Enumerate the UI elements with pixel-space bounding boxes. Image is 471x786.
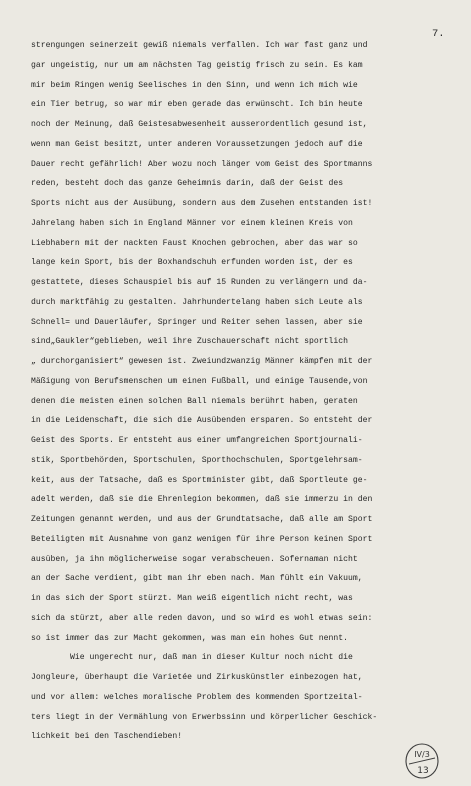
text-line: Mäßigung von Berufsmenschen um einen Fußball, und einige Tausende,von	[31, 376, 368, 386]
text-line: Sports nicht aus der Ausübung, sondern aus dem Zusehen entstanden ist!	[31, 199, 373, 208]
text-line: Dauer recht gefährlich! Aber wozu noch länger vom Geist des Sportmanns	[31, 159, 373, 169]
text-line: gar ungeistig, nur um am nächsten Tag geistig frisch zu sein. Es kam	[31, 60, 363, 70]
text-line: adelt werden, daß sie die Ehrenlegion bekommen, daß sie immerzu in den	[31, 495, 373, 505]
text-line: Wie ungerecht nur, daß man in dieser Kultur noch nicht die	[31, 653, 353, 663]
text-line: reden, besteht doch das ganze Geheimnis darin, daß der Geist des	[31, 179, 344, 189]
text-line: lichkeit bei den Taschendieben!	[31, 732, 183, 742]
text-line: an der Sache verdient, gibt man ihr eben nach. Man fühlt ein Vakuum,	[31, 574, 363, 584]
text-line: stik, Sportbehörden, Sportschulen, Sporthochschulen, Sportgelehrsam-	[31, 455, 363, 465]
text-line: Beteiligten mit Ausnahme von ganz wenigen für ihre Person keinen Sport	[31, 534, 373, 544]
text-line: denen die meisten einen solchen Ball niemals berührt haben, geraten	[31, 396, 358, 406]
archive-stamp-graphic	[402, 741, 442, 781]
text-line: „ durchorganisiert“ gewesen ist. Zweiundzwanzig Männer kämpfen mit der	[31, 357, 373, 366]
text-line: keit, aus der Tatsache, daß es Sportminister gibt, daß Sportleute ge-	[31, 475, 368, 485]
text-line: Liebhabern mit der nackten Faust Knochen gebrochen, aber das war so	[31, 238, 358, 248]
text-line: gestattete, dieses Schauspiel bis auf 15 Runden zu verlängern und da-	[31, 278, 368, 287]
text-line: Geist des Sports. Er entsteht aus einer umfangreichen Sportjournali-	[31, 436, 363, 445]
text-line: so ist immer das zur Macht gekommen, was man ein hohes Gut nennt.	[31, 633, 349, 643]
text-line: lange kein Sport, bis der Boxhandschuh erfunden worden ist, der es	[31, 258, 353, 268]
archive-stamp-bottom: 13	[417, 766, 429, 776]
text-line: sind„Gaukler“geblieben, weil ihre Zuschauerschaft nicht sportlich	[31, 337, 349, 347]
text-line: strengungen seinerzeit gewiß niemals verfallen. Ich war fast ganz und	[31, 41, 368, 50]
archive-stamp-top: IV/3	[414, 750, 430, 759]
text-line: noch der Meinung, daß Geistesabwesenheit ausserordentlich gesund ist,	[31, 120, 368, 129]
text-line: durch marktfähig zu gestalten. Jahrhundertelang haben sich Leute als	[31, 297, 363, 307]
text-line: Schnell= und Dauerläufer, Springer und Reiter sehen lassen, aber sie	[31, 317, 363, 327]
text-line: und vor allem: welches moralische Problem des kommenden Sportzeital-	[31, 692, 363, 702]
text-line: Jongleure, überhaupt die Varietée und Zirkuskünstler einbezogen hat,	[31, 673, 363, 682]
text-line: mir beim Ringen wenig Seelisches in den Sinn, und wenn ich mich wie	[31, 80, 358, 90]
page-number: 7.	[432, 28, 445, 40]
text-line: Jahrelang haben sich in England Männer vor einem kleinen Kreis von	[31, 218, 353, 228]
text-line: ausüben, ja ihn möglicherweise sogar verabscheuen. Sofernaman nicht	[31, 554, 358, 564]
text-line: wenn man Geist besitzt, unter anderen Voraussetzungen jedoch auf die	[31, 139, 363, 149]
archive-stamp	[402, 741, 442, 781]
text-line: in das sich der Sport stürzt. Man weiß eigentlich nicht recht, was	[31, 594, 353, 603]
text-line: in die Leidenschaft, die sich die Ausübenden ersparen. So entsteht der	[31, 416, 373, 426]
text-line: Zeitungen genannt werden, und aus der Grundtatsache, daß alle am Sport	[31, 515, 373, 524]
text-line: ein Tier betrug, so war mir eben gerade das erwünscht. Ich bin heute	[31, 100, 363, 110]
text-line: sich da stürzt, aber alle reden davon, und so wird es wohl etwas sein:	[31, 613, 373, 623]
text-line: ters liegt in der Vermählung von Erwerbssinn und körperlicher Geschick-	[31, 712, 378, 722]
